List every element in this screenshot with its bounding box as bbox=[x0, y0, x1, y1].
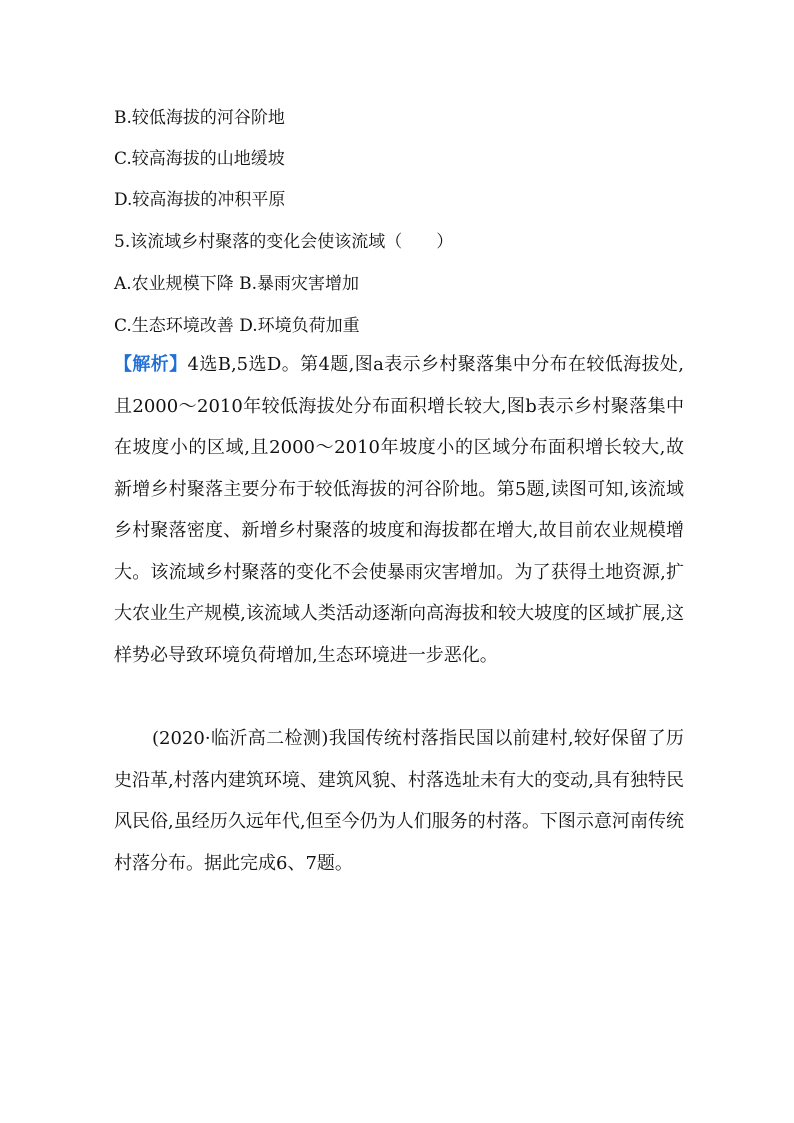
q5-options-row2: C.生态环境改善 D.环境负荷加重 bbox=[114, 316, 360, 336]
analysis-paragraph bbox=[114, 344, 684, 676]
q4-option-b: B.较低海拔的河谷阶地 bbox=[114, 108, 285, 128]
q5-stem: 5.该流域乡村聚落的变化会使该流域（ ） bbox=[114, 232, 454, 252]
q4-option-c: C.较高海拔的山地缓坡 bbox=[114, 149, 285, 169]
q4-option-d: D.较高海拔的冲积平原 bbox=[114, 190, 286, 210]
material-paragraph: (2020·临沂高二检测)我国传统村落指民国以前建村,较好保留了历史沿革,村落内建筑环境、建筑风貌、村落选址未有大的变动,具有独特民风民俗,虽经历久远年代,但至今仍为人们服务的村落。下图示意河南传统村落分布。据此完成6、7题。 bbox=[114, 728, 684, 874]
analysis-text: 4选B,5选D。第4题,图a表示乡村聚落集中分布在较低海拔处,且2000～2010年较低海拔处分布面积增长较大,图b表示乡村聚落集中在坡度小的区域,且2000～2010年坡度小的区域分布面积增长较大,故新增乡村聚落主要分布于较低海拔的河谷阶地。第5题,读图可知,该流域乡村聚落密度、新增乡村聚落的坡度和海拔都在增大,故目前农业规模增大。该流域乡村聚落的变化不会使暴雨灾害增加。为了获得土地资源,扩大农业生产规模,该流域人类活动逐渐向高海拔和较大坡度的区域扩展,这样势必导致环境负荷增加,生态环境进一步恶化。 bbox=[114, 354, 684, 666]
analysis-tag: 【解析】 bbox=[114, 354, 188, 375]
q5-options-row1: A.农业规模下降 B.暴雨灾害增加 bbox=[114, 274, 359, 294]
